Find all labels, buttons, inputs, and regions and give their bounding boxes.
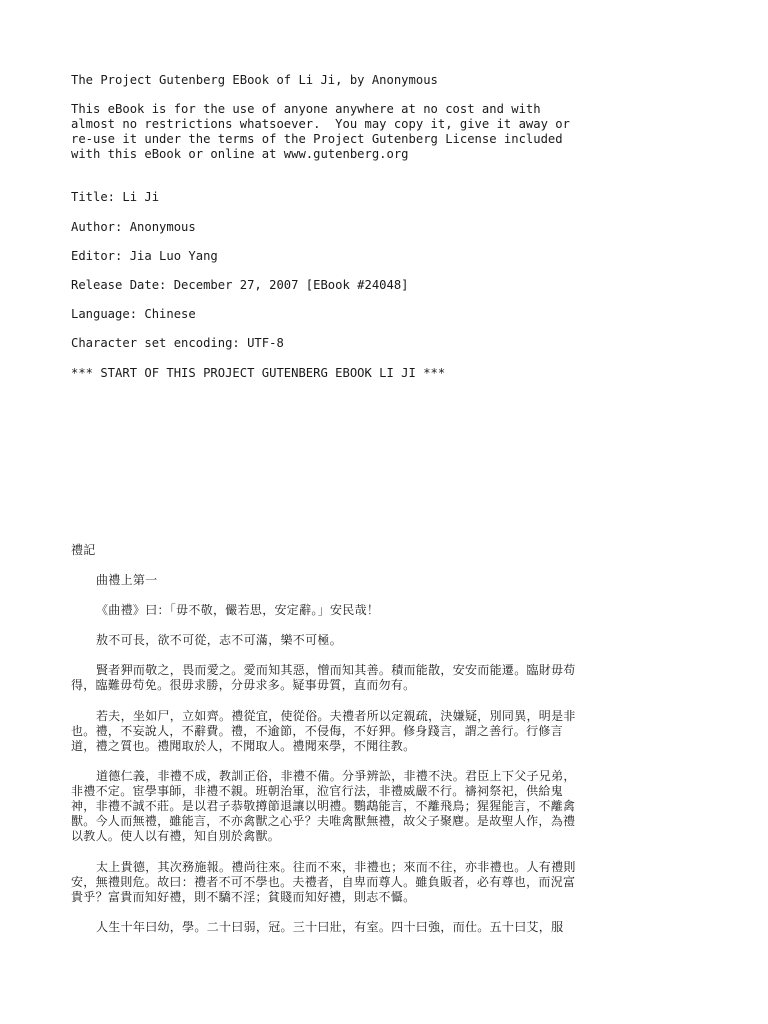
paragraph: 太上貴德，其次務施報。禮尚往來。往而不來，非禮也；來而不往，亦非禮也。人有禮則安，無禮則危。故曰：禮者不可不學也。夫禮者，自卑而尊人。雖負販者，必有尊也，而況富貴乎？富貴而知好禮，則不驕不淫；貧賤而知好禮，則志不懾。 [71,860,576,904]
ebook-title-line: The Project Gutenberg EBook of Li Ji, by Anonymous [71,73,438,87]
book-title: 禮記 [71,543,96,557]
editor-line: Editor: Jia Luo Yang [71,249,218,263]
chapter-title: 曲禮上第一 [96,573,158,587]
paragraph: 道德仁義，非禮不成，教訓正俗，非禮不備。分爭辨訟，非禮不決。君臣上下父子兄弟，非禮不定。宦學事師，非禮不親。班朝治軍，涖官行法，非禮威嚴不行。禱祠祭祀，供給鬼神，非禮不誠不莊。是以君子恭敬撙節退讓以明禮。鸚鵡能言，不離飛鳥；猩猩能言，不離禽獸。今人而無禮，雖能言，不亦禽獸之心乎？夫唯禽獸無禮，故父子聚麀。是故聖人作，為禮以教人。使人以有禮，知自別於禽獸。 [71,769,576,843]
license-paragraph: This eBook is for the use of anyone anywhere at no cost and with almost no restrictions whatsoever. You may copy it, give it away or re-use it under the terms of the Project Gutenberg License included with this eBook or online at www.gutenberg.org [71,102,570,161]
paragraph: 人生十年曰幼，學。二十曰弱，冠。三十曰壯，有室。四十曰強，而仕。五十曰艾，服 [96,920,564,934]
start-marker: *** START OF THIS PROJECT GUTENBERG EBOOK LI JI *** [71,366,446,380]
title-line: Title: Li Ji [71,190,160,204]
paragraph: 賢者狎而敬之，畏而愛之。愛而知其惡，憎而知其善。積而能散，安安而能遷。臨財毋苟得，臨難毋苟免。很毋求勝，分毋求多。疑事毋質，直而勿有。 [71,663,576,692]
release-date-line: Release Date: December 27, 2007 [EBook #24048] [71,278,409,292]
encoding-line: Character set encoding: UTF-8 [71,336,284,350]
language-line: Language: Chinese [71,307,196,321]
author-line: Author: Anonymous [71,220,196,234]
paragraph: 敖不可長，欲不可從，志不可滿，樂不可極。 [96,633,343,647]
paragraph: 《曲禮》曰：「毋不敬，儼若思，安定辭。」安民哉！ [96,603,380,617]
paragraph: 若夫，坐如尸，立如齊。禮從宜，使從俗。夫禮者所以定親疏，決嫌疑，別同異，明是非也。禮，不妄說人，不辭費。禮，不逾節，不侵侮，不好狎。修身踐言，謂之善行。行修言道，禮之質也。禮聞取於人，不聞取人。禮聞來學，不聞往教。 [71,709,576,753]
